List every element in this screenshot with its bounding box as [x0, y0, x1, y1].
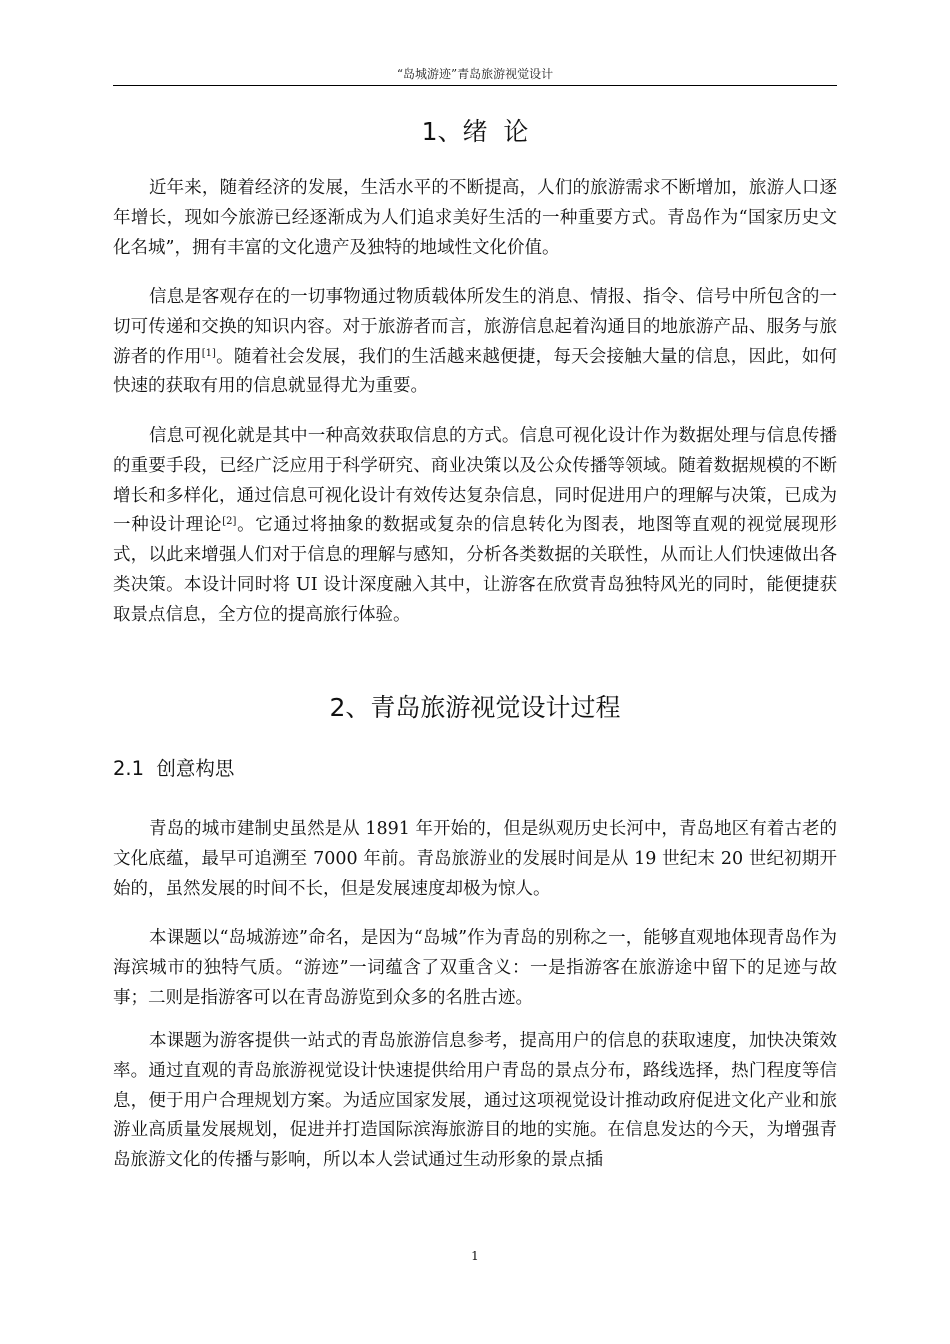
chapter-1-title: 1、绪 论: [421, 117, 529, 146]
paragraph-visualization: [113, 422, 837, 631]
paragraph-naming: 本课题以“岛城游迹”命名，是因为“岛城”作为青岛的别称之一，能够直观地体现青岛作为海滨城市的独特气质。“游迹”一词蕴含了双重含义：一是指游客在旅游途中留下的足迹与故事；二则是指游客可以在青岛游览到众多的名胜古迹。: [113, 928, 837, 1008]
paragraph-intro: 近年来，随着经济的发展，生活水平的不断提高，人们的旅游需求不断增加，旅游人口逐年增长，现如今旅游已经逐渐成为人们追求美好生活的一种重要方式。青岛作为“国家历史文化名城”，拥有丰富的文化遗产及独特的地域性文化价值。: [113, 178, 837, 258]
paragraph-visualization-text-a: 信息可视化就是其中一种高效获取信息的方式。信息可视化设计作为数据处理与信息传播的重要手段，已经广泛应用于科学研究、商业决策以及公众传播等领域。随着数据规模的不断增长和多样化，通过信息可视化设计有效传达复杂信息，同时促进用户的理解与决策，已成为一种设计理论: [113, 426, 837, 536]
citation-1: [1]: [201, 347, 216, 359]
paragraph-information-text-b: 。随着社会发展，我们的生活越来越便捷，每天会接触大量的信息，因此，如何快速的获取有用的信息就显得尤为重要。: [113, 346, 838, 397]
paragraph-purpose: 本课题为游客提供一站式的青岛旅游信息参考，提高用户的信息的获取速度，加快决策效率。通过直观的青岛旅游视觉设计快速提供给用户青岛的景点分布，路线选择，热门程度等信息，便于用户合理规划方案。为适应国家发展，通过这项视觉设计推动政府促进文化产业和旅游业高质量发展规划，促进并打造国际滨海旅游目的地的实施。在信息发达的今天，为增强青岛旅游文化的传播与影响，所以本人尝试通过生动形象的景点插: [113, 1031, 837, 1171]
citation-2: [2]: [222, 516, 237, 528]
header-rule: [113, 85, 837, 86]
chapter-2-title: 2、青岛旅游视觉设计过程: [329, 693, 621, 722]
paragraph-information-text-a: 信息是客观存在的一切事物通过物质载体所发生的消息、情报、指令、信号中所包含的一切可传递和交换的知识内容。对于旅游者而言，旅游信息起着沟通目的地旅游产品、服务与旅游者的作用: [113, 287, 837, 367]
page-number: 1: [471, 1249, 479, 1263]
paragraph-history: 青岛的城市建制史虽然是从 1891 年开始的，但是纵观历史长河中，青岛地区有着古老的文化底蕴，最早可追溯至 7000 年前。青岛旅游业的发展时间是从 19 世纪末 20 世纪初期开始的，虽然发展的时间不长，但是发展速度却极为惊人。: [113, 819, 837, 899]
running-header: “岛城游迹”青岛旅游视觉设计: [396, 67, 554, 81]
section-2-1-title: 2.1 创意构思: [113, 757, 235, 780]
paragraph-information: [113, 283, 837, 402]
paragraph-visualization-text-b: 。它通过将抽象的数据或复杂的信息转化为图表，地图等直观的视觉展现形式，以此来增强人们对于信息的理解与感知，分析各类数据的关联性，从而让人们快速做出各类决策。本设计同时将 UI 设计深度融入其中，让游客在欣赏青岛独特风光的同时，能便捷获取景点信息，全方位的提高旅行体验。: [113, 515, 838, 625]
